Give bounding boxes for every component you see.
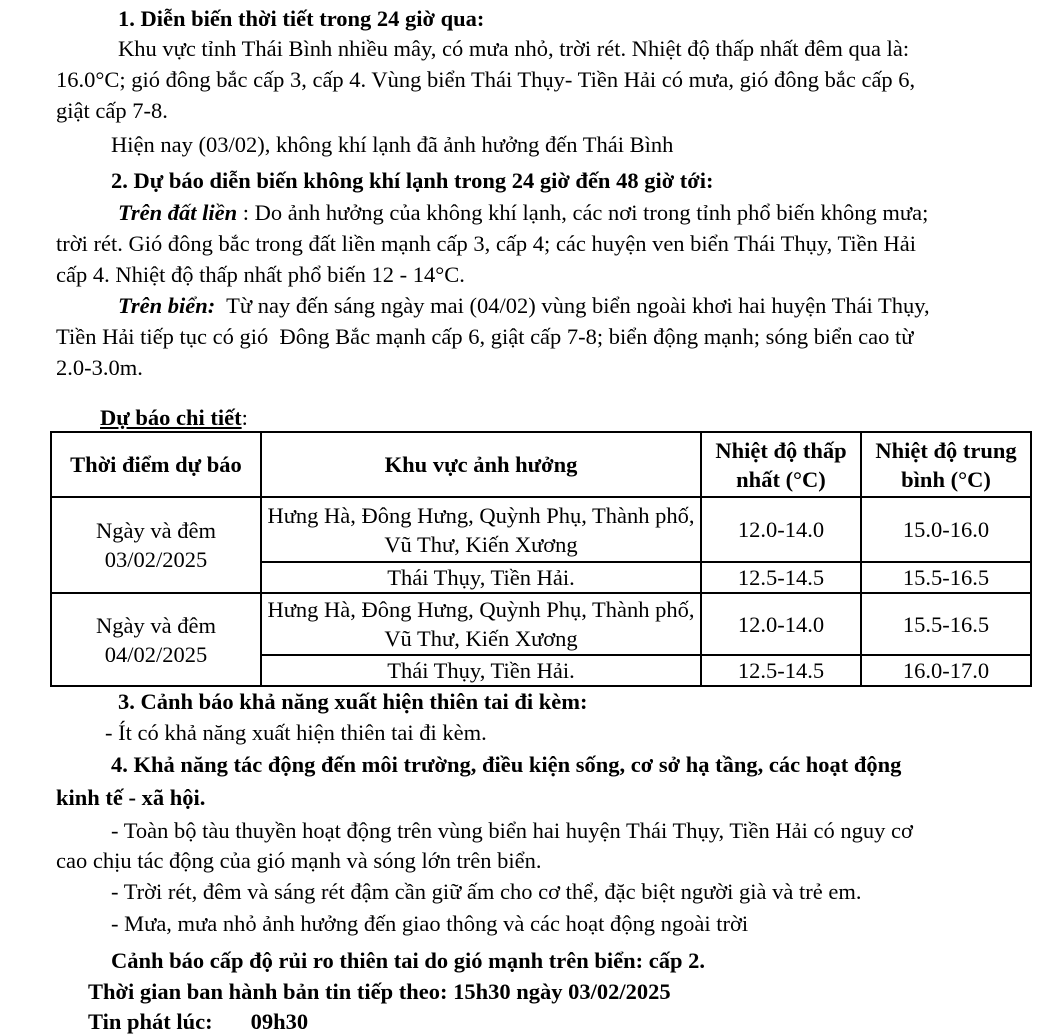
section1-para-line3: giật cấp 7-8.	[56, 98, 168, 123]
section2-land-line3: cấp 4. Nhiệt độ thấp nhất phổ biến 12 - 14°C.	[56, 262, 465, 287]
section1-heading: 1. Diễn biến thời tiết trong 24 giờ qua:	[118, 6, 485, 31]
issued-label: Tin phát lúc:	[88, 1009, 213, 1034]
area-cell: Thái Thụy, Tiền Hải.	[261, 655, 701, 686]
area-cell: Hưng Hà, Đông Hưng, Quỳnh Phụ, Thành phố, Vũ Thư, Kiến Xương	[261, 593, 701, 655]
land-label: Trên đất liền	[118, 200, 238, 225]
sea-text: Từ nay đến sáng ngày mai (04/02) vùng biển ngoài khơi hai huyện Thái Thụy,	[215, 293, 930, 318]
risk-level: Cảnh báo cấp độ rủi ro thiên tai do gió mạnh trên biển: cấp 2.	[111, 948, 706, 973]
section4-item1-line1: - Toàn bộ tàu thuyền hoạt động trên vùng biển hai huyện Thái Thụy, Tiền Hải có nguy cơ	[111, 818, 913, 843]
section2-sea-line3: 2.0-3.0m.	[56, 355, 143, 380]
section4-heading-line1: 4. Khả năng tác động đến môi trường, điều kiện sống, cơ sở hạ tầng, các hoạt động	[111, 752, 902, 777]
detail-label-colon: :	[241, 405, 248, 430]
area-cell: Thái Thụy, Tiền Hải.	[261, 562, 701, 593]
section2-land-line2: trời rét. Gió đông bắc trong đất liền mạnh cấp 3, cấp 4; các huyện ven biển Thái Thụy, Tiền Hải	[56, 231, 917, 256]
sea-label: Trên biển:	[118, 293, 216, 318]
header-area: Khu vực ảnh hưởng	[261, 432, 701, 497]
section4-item3: - Mưa, mưa nhỏ ảnh hưởng đến giao thông và các hoạt động ngoài trời	[111, 911, 749, 936]
section4-item2: - Trời rét, đêm và sáng rét đậm cần giữ ấm cho cơ thể, đặc biệt người già và trẻ em.	[111, 879, 862, 904]
next-issue-time: Thời gian ban hành bản tin tiếp theo: 15h30 ngày 03/02/2025	[88, 979, 671, 1004]
issued-line	[88, 1009, 308, 1035]
section2-land-line1	[118, 200, 928, 226]
section3-heading: 3. Cảnh báo khả năng xuất hiện thiên tai đi kèm:	[118, 689, 588, 714]
header-time: Thời điểm dự báo	[51, 432, 261, 497]
detail-label: Dự báo chi tiết	[100, 405, 242, 430]
section3-item: - Ít có khả năng xuất hiện thiên tai đi kèm.	[105, 720, 487, 745]
section4-item1-line2: cao chịu tác động của gió mạnh và sóng lớn trên biển.	[56, 848, 542, 873]
header-avg-temp: Nhiệt độ trung bình (°C)	[861, 432, 1031, 497]
avg-temp-cell: 15.5-16.5	[861, 593, 1031, 655]
header-min-temp: Nhiệt độ thấp nhất (°C)	[701, 432, 861, 497]
section1-para-line2: 16.0°C; gió đông bắc cấp 3, cấp 4. Vùng biển Thái Thụy- Tiền Hải có mưa, gió đông bắc cấp 6,	[56, 67, 916, 92]
section1-para-line1: Khu vực tỉnh Thái Bình nhiều mây, có mưa nhỏ, trời rét. Nhiệt độ thấp nhất đêm qua là:	[118, 36, 910, 61]
table-row	[51, 593, 1031, 655]
section2-heading: 2. Dự báo diễn biến không khí lạnh trong 24 giờ đến 48 giờ tới:	[111, 168, 714, 193]
min-temp-cell: 12.5-14.5	[701, 562, 861, 593]
min-temp-cell: 12.0-14.0	[701, 593, 861, 655]
issued-time: 09h30	[250, 1009, 309, 1034]
table-row	[51, 497, 1031, 562]
land-text: : Do ảnh hưởng của không khí lạnh, các nơi trong tỉnh phổ biến không mưa;	[237, 200, 929, 225]
detail-label-line	[100, 405, 248, 431]
area-cell: Hưng Hà, Đông Hưng, Quỳnh Phụ, Thành phố, Vũ Thư, Kiến Xương	[261, 497, 701, 562]
min-temp-cell: 12.5-14.5	[701, 655, 861, 686]
avg-temp-cell: 16.0-17.0	[861, 655, 1031, 686]
section2-sea-line2: Tiền Hải tiếp tục có gió Đông Bắc mạnh cấp 6, giật cấp 7-8; biển động mạnh; sóng biển cao từ	[56, 324, 914, 349]
section2-sea-line1	[118, 293, 930, 319]
avg-temp-cell: 15.5-16.5	[861, 562, 1031, 593]
min-temp-cell: 12.0-14.0	[701, 497, 861, 562]
section4-heading-line2: kinh tế - xã hội.	[56, 785, 206, 810]
time-cell: Ngày và đêm 03/02/2025	[51, 497, 261, 593]
forecast-table	[50, 431, 1032, 687]
table-header-row	[51, 432, 1031, 497]
section1-current: Hiện nay (03/02), không khí lạnh đã ảnh hưởng đến Thái Bình	[111, 132, 674, 157]
time-cell: Ngày và đêm 04/02/2025	[51, 593, 261, 686]
avg-temp-cell: 15.0-16.0	[861, 497, 1031, 562]
